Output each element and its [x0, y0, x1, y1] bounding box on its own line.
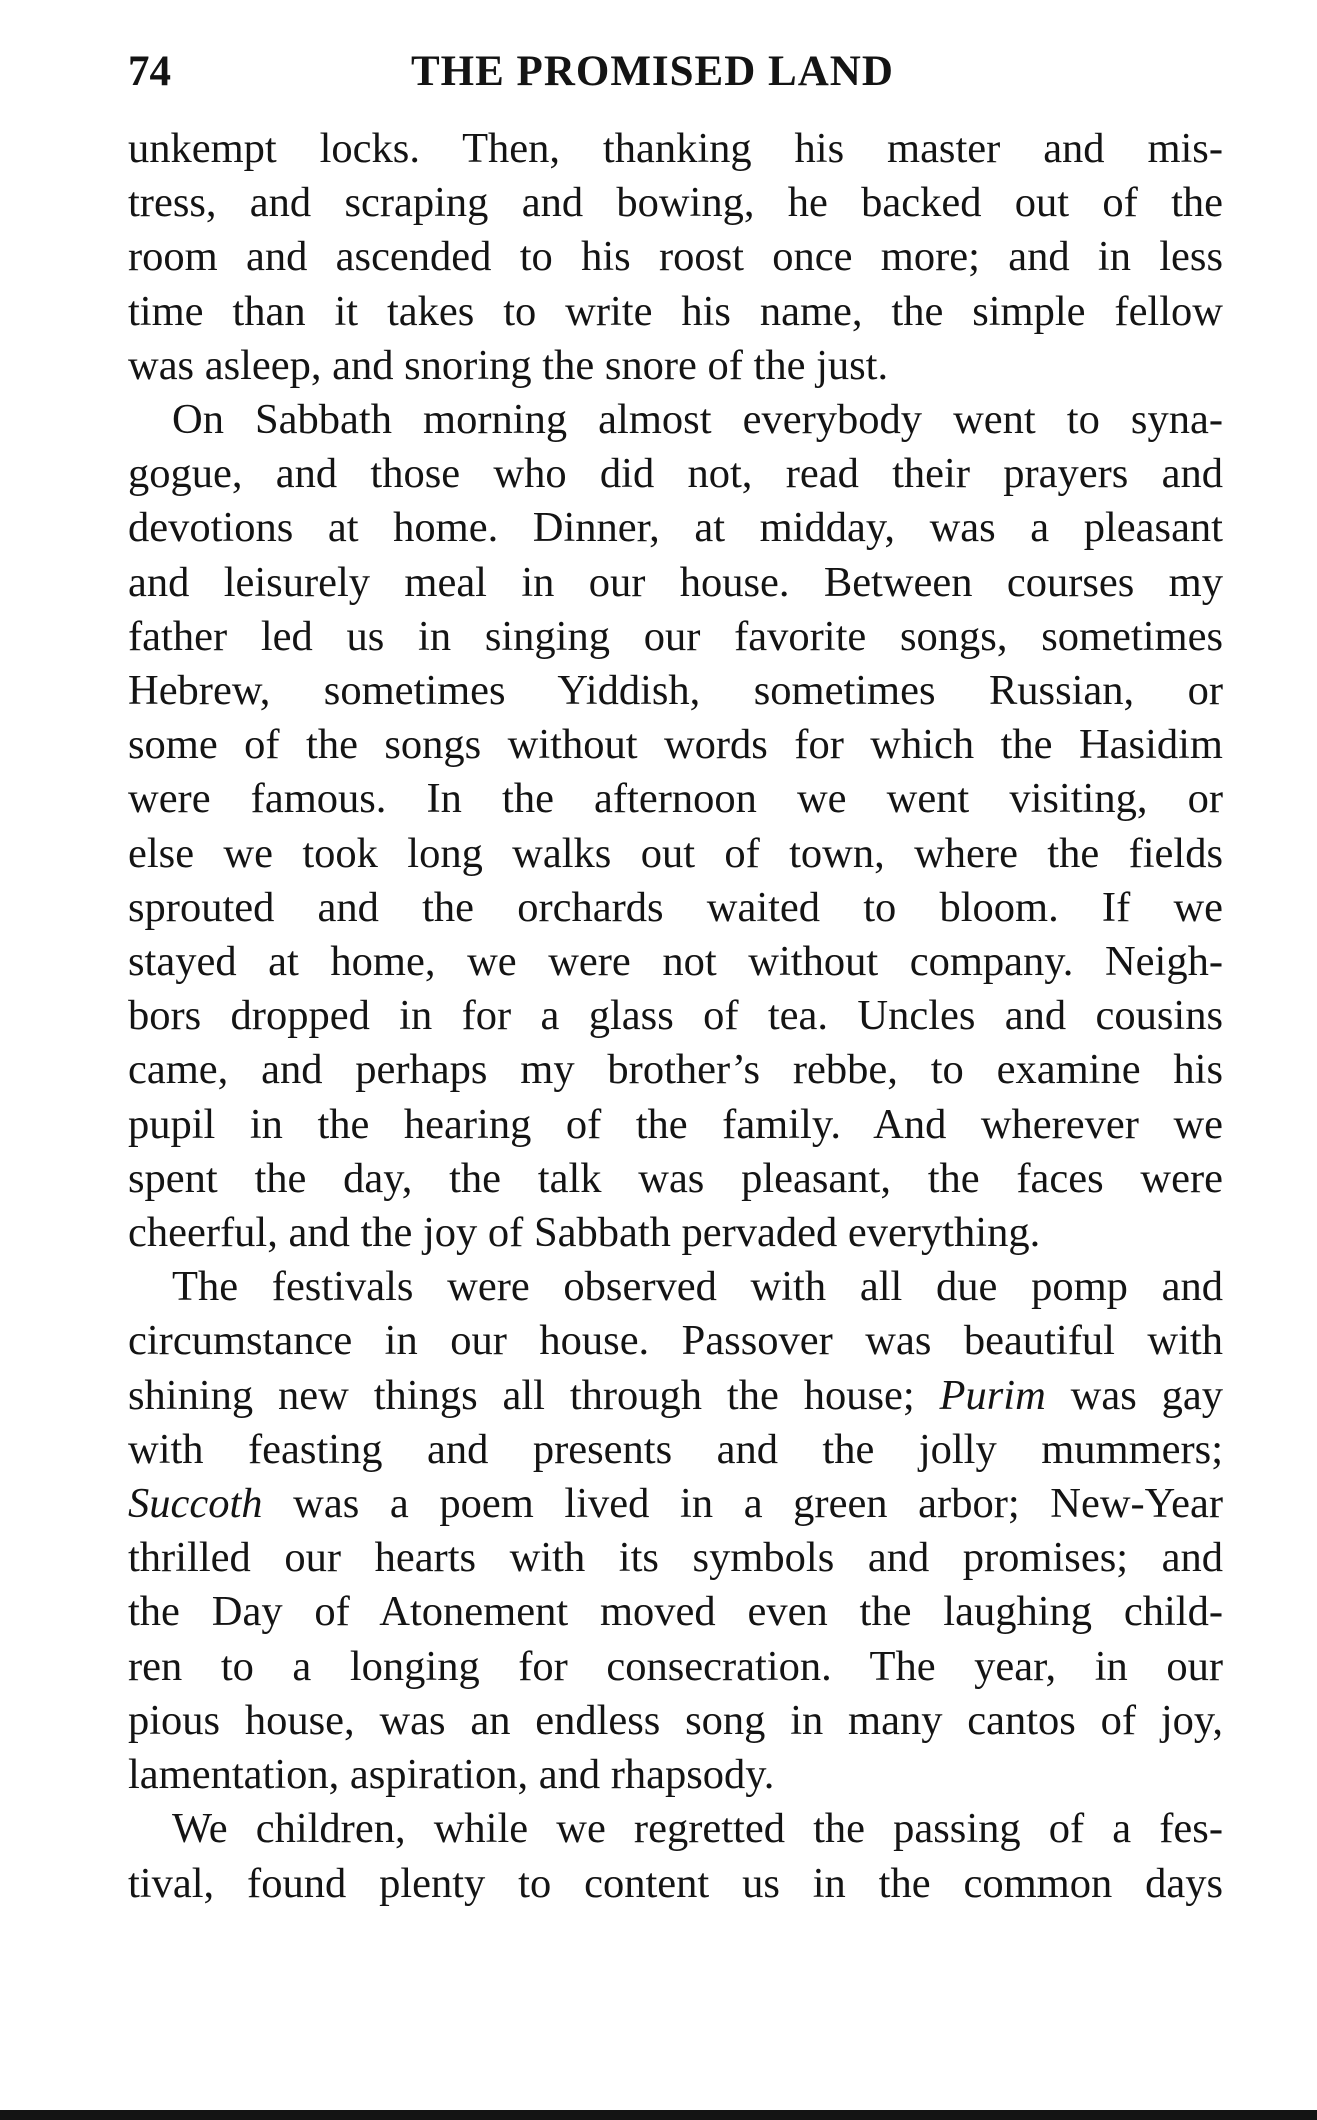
text-line: thrilled our hearts with its symbols and promises; and [128, 1534, 1223, 1582]
text-line: time than it takes to write his name, the simple fellow [128, 287, 1223, 335]
text-line: spent the day, the talk was pleasant, the faces were [128, 1154, 1223, 1202]
text-line: the Day of Atonement moved even the laughing child- [128, 1588, 1223, 1636]
text-line: pupil in the hearing of the family. And wherever we [128, 1100, 1223, 1148]
text-line: with feasting and presents and the jolly mummers; [128, 1425, 1223, 1473]
text-line: was asleep, and snoring the snore of the just. [128, 341, 889, 389]
text-line: sprouted and the orchards waited to bloom. If we [128, 883, 1223, 931]
text-line: tress, and scraping and bowing, he backed out of the [128, 179, 1223, 227]
text-line: and leisurely meal in our house. Between courses my [128, 558, 1223, 606]
text-line: some of the songs without words for which the Hasidim [128, 721, 1223, 769]
text-line: The festivals were observed with all due pomp and [172, 1263, 1223, 1311]
text-run: was gay [1045, 1371, 1223, 1419]
text-line: gogue, and those who did not, read their prayers and [128, 450, 1223, 498]
running-head [128, 42, 1223, 102]
running-title: THE PROMISED LAND [411, 48, 894, 95]
text-line: On Sabbath morning almost everybody went to syna- [172, 396, 1223, 444]
text-line: pious house, was an endless song in many cantos of joy, [128, 1696, 1223, 1744]
text-line: Hebrew, sometimes Yiddish, sometimes Russian, or [128, 667, 1223, 715]
text-run: was a poem lived in a green arbor; New-Year [262, 1480, 1223, 1528]
italic-term: Succoth [128, 1480, 263, 1528]
page-number: 74 [128, 48, 171, 95]
text-line: circumstance in our house. Passover was beautiful with [128, 1317, 1223, 1365]
text-line: father led us in singing our favorite songs, sometimes [128, 612, 1223, 660]
body-text [128, 122, 1223, 1911]
text-line: devotions at home. Dinner, at midday, was a pleasant [128, 504, 1223, 552]
text-line: came, and perhaps my brother’s rebbe, to examine his [128, 1046, 1223, 1094]
text-line: We children, while we regretted the passing of a fes- [172, 1805, 1223, 1853]
text-line: lamentation, aspiration, and rhapsody. [128, 1751, 775, 1799]
text-line: bors dropped in for a glass of tea. Uncles and cousins [128, 992, 1223, 1040]
text-line: unkempt locks. Then, thanking his master and mis- [128, 125, 1223, 172]
text-line [128, 1477, 1223, 1531]
text-run: shining new things all through the house; [128, 1371, 940, 1419]
italic-term: Purim [939, 1371, 1046, 1419]
text-line: else we took long walks out of town, where the fields [128, 829, 1223, 877]
text-line: stayed at home, we were not without company. Neigh- [128, 938, 1223, 986]
text-line: tival, found plenty to content us in the common days [128, 1859, 1223, 1907]
text-line [128, 1369, 1223, 1423]
text-line: ren to a longing for consecration. The year, in our [128, 1642, 1223, 1690]
bottom-rule [0, 2110, 1317, 2120]
text-line: cheerful, and the joy of Sabbath pervaded everything. [128, 1209, 1041, 1257]
text-line: were famous. In the afternoon we went visiting, or [128, 775, 1223, 823]
text-line: room and ascended to his roost once more; and in less [128, 233, 1223, 281]
